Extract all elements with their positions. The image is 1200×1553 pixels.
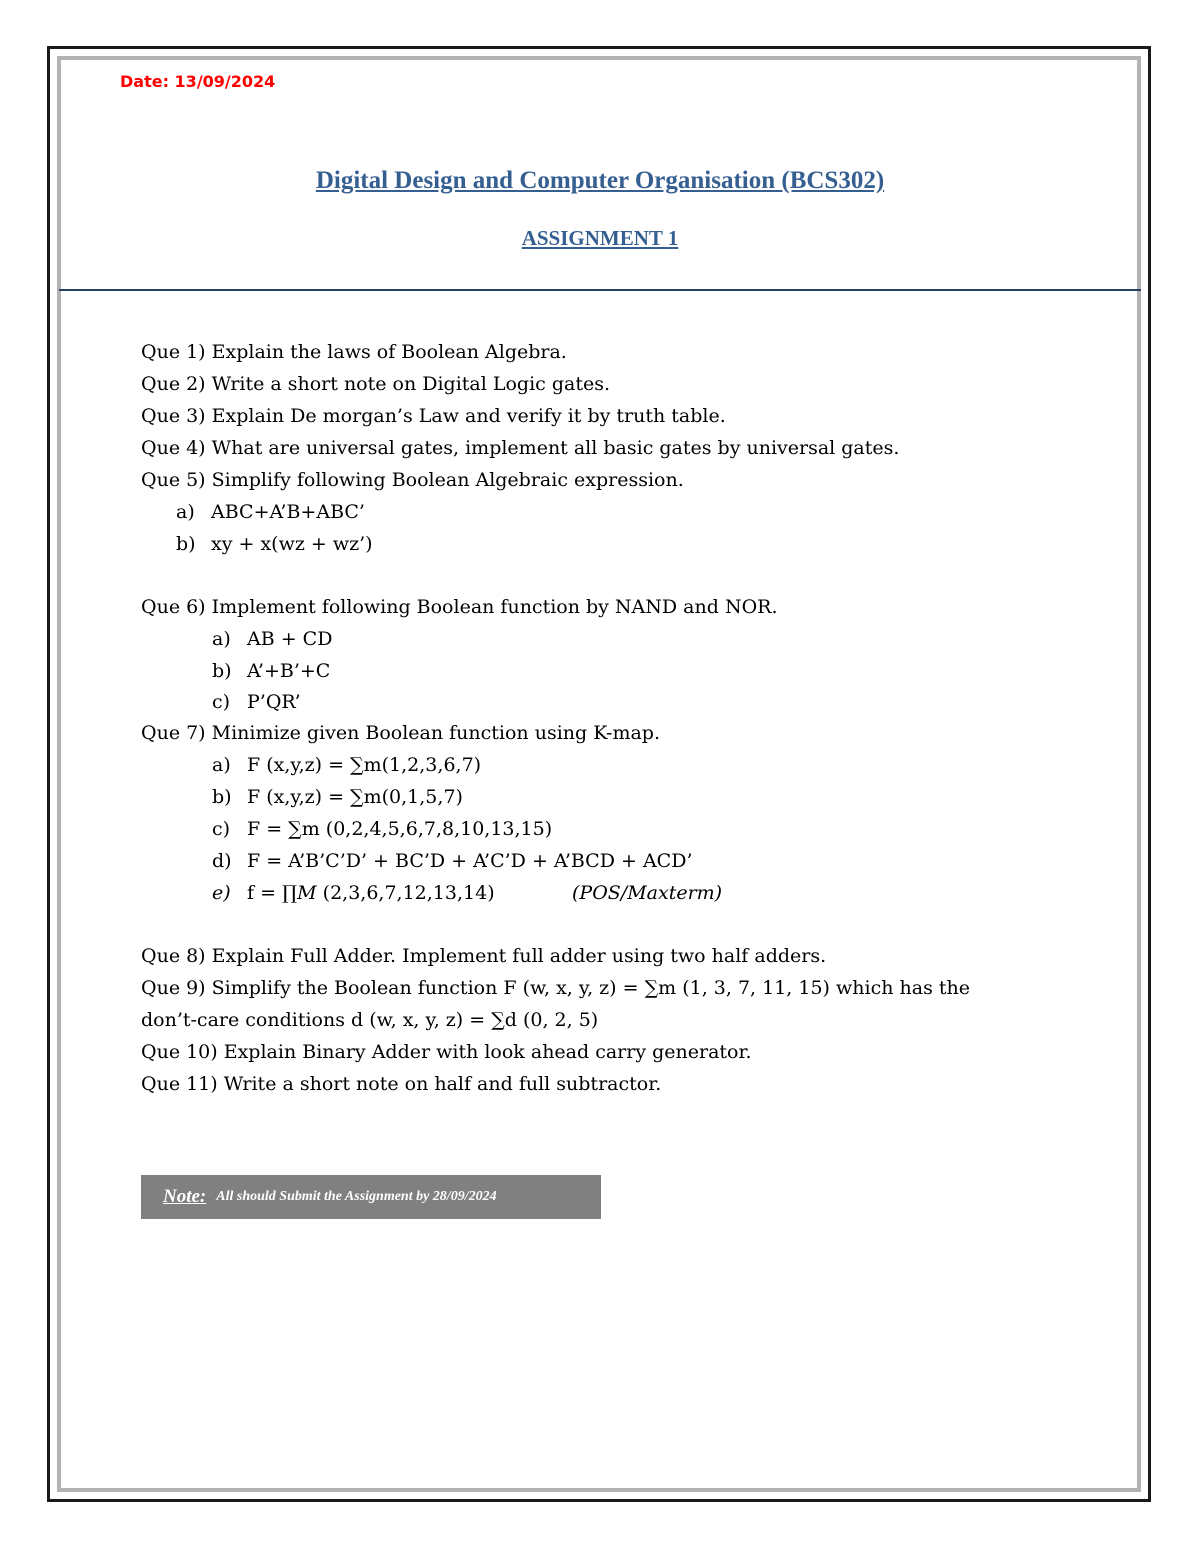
q7-item-c-text: F = ∑m (0,2,4,5,6,7,8,10,13,15) xyxy=(247,818,553,840)
question-6: Que 6) Implement following Boolean function by NAND and NOR. xyxy=(141,596,778,618)
q6-item-a-text: AB + CD xyxy=(247,628,333,650)
q7-item-a-label: a) xyxy=(212,754,231,776)
note-text: All should Submit the Assignment by 28/09/2024 xyxy=(216,1189,497,1204)
assignment-heading: ASSIGNMENT 1 xyxy=(521,226,679,250)
q7-item-e-suffix: (2,3,6,7,12,13,14) xyxy=(316,882,495,904)
question-7: Que 7) Minimize given Boolean function using K-map. xyxy=(141,722,660,744)
q5-item-b-text: xy + x(wz + wz’) xyxy=(211,533,373,555)
question-1: Que 1) Explain the laws of Boolean Algebra. xyxy=(141,341,567,363)
question-10: Que 10) Explain Binary Adder with look ahead carry generator. xyxy=(141,1041,752,1063)
q6-item-a-label: a) xyxy=(212,628,231,650)
question-9-continued: don’t-care conditions d (w, x, y, z) = ∑d (0, 2, 5) xyxy=(141,1009,599,1031)
q7-item-e-prefix: f = ∏ xyxy=(247,882,298,904)
q5-item-b-label: b) xyxy=(176,533,196,555)
header-divider xyxy=(59,289,1141,291)
question-5: Que 5) Simplify following Boolean Algebraic expression. xyxy=(141,469,684,491)
question-11: Que 11) Write a short note on half and full subtractor. xyxy=(141,1073,662,1095)
q5-item-a-text: ABC+A’B+ABC’ xyxy=(211,501,365,523)
note-label: Note: xyxy=(163,1186,207,1207)
q6-item-b-text: A’+B’+C xyxy=(247,660,331,682)
q7-item-d-label: d) xyxy=(212,850,232,872)
q7-item-e-symbol: M xyxy=(297,882,317,904)
q7-item-c-label: c) xyxy=(212,818,231,840)
q6-item-c-label: c) xyxy=(212,691,231,713)
submission-note-box xyxy=(141,1175,601,1219)
q7-item-e-label: e) xyxy=(212,882,231,904)
question-2: Que 2) Write a short note on Digital Logic gates. xyxy=(141,373,611,395)
question-8: Que 8) Explain Full Adder. Implement full adder using two half adders. xyxy=(141,945,827,967)
q7-item-e-note: (POS/Maxterm) xyxy=(572,882,723,904)
q7-item-b-text: F (x,y,z) = ∑m(0,1,5,7) xyxy=(247,786,463,808)
q7-item-b-label: b) xyxy=(212,786,232,808)
question-3: Que 3) Explain De morgan’s Law and verify it by truth table. xyxy=(141,405,726,427)
question-9: Que 9) Simplify the Boolean function F (w, x, y, z) = ∑m (1, 3, 7, 11, 15) which has the xyxy=(141,977,970,999)
q7-item-e-text xyxy=(247,881,495,905)
q7-item-a-text: F (x,y,z) = ∑m(1,2,3,6,7) xyxy=(247,754,482,776)
assignment-date: Date: 13/09/2024 xyxy=(120,72,276,91)
q6-item-c-text: P’QR’ xyxy=(247,691,301,713)
q5-item-a-label: a) xyxy=(176,501,195,523)
q6-item-b-label: b) xyxy=(212,660,232,682)
q7-item-d-text: F = A’B’C’D’ + BC’D + A’C’D + A’BCD + ACD’ xyxy=(247,850,693,872)
course-title: Digital Design and Computer Organisation (BCS302) xyxy=(315,167,885,194)
question-4: Que 4) What are universal gates, implement all basic gates by universal gates. xyxy=(141,437,900,459)
